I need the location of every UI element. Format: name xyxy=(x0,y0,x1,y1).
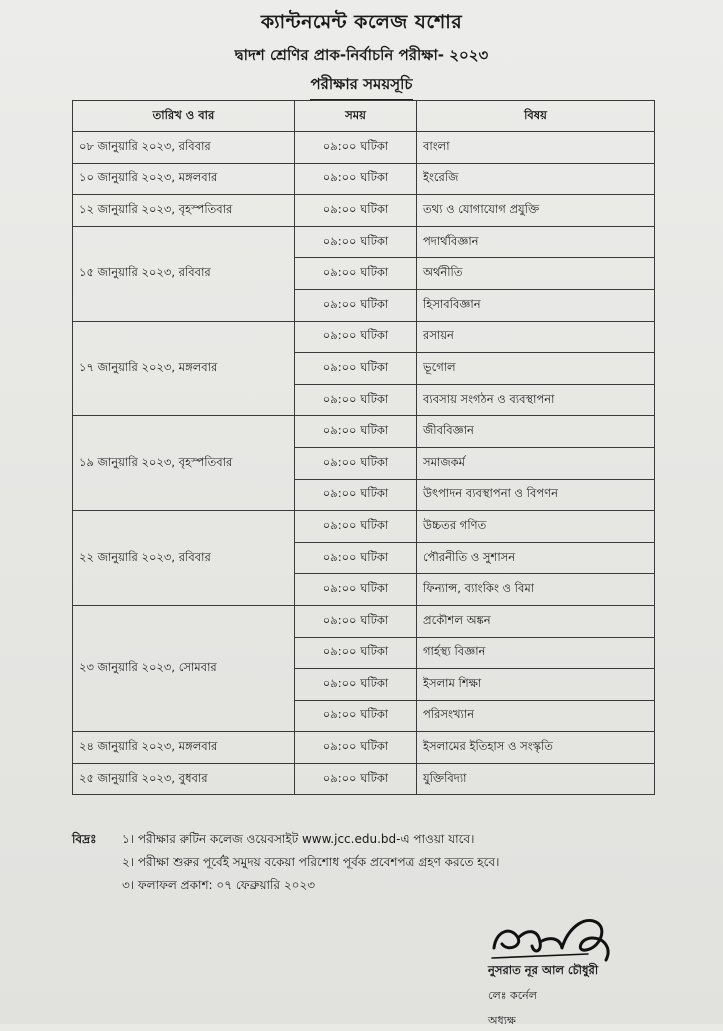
table-row xyxy=(73,511,655,543)
table-row xyxy=(73,163,655,195)
exam-time-cell: ০৯:০০ ঘটিকা xyxy=(295,195,417,227)
exam-time-cell: ০৯:০০ ঘটিকা xyxy=(295,479,417,511)
exam-time-cell: ০৯:০০ ঘটিকা xyxy=(295,511,417,543)
header-date: তারিখ ও বার xyxy=(73,101,295,132)
signature-block xyxy=(488,908,688,1031)
exam-time-cell: ০৯:০০ ঘটিকা xyxy=(295,416,417,448)
exam-subject-cell: জীববিজ্ঞান xyxy=(417,416,655,448)
exam-time-cell: ০৯:০০ ঘটিকা xyxy=(295,700,417,732)
exam-time-cell: ০৯:০০ ঘটিকা xyxy=(295,321,417,353)
table-row xyxy=(73,132,655,164)
exam-date-cell: ১৭ জানুয়ারি ২০২৩, মঙ্গলবার xyxy=(73,321,295,416)
principal-rank: লেঃ কর্নেল xyxy=(488,989,537,1002)
exam-date-cell: ১৫ জানুয়ারি ২০২৩, রবিবার xyxy=(73,226,295,321)
exam-time-cell: ০৯:০০ ঘটিকা xyxy=(295,669,417,701)
note-item: ১। পরীক্ষার রুটিন কলেজ ওয়েবসাইট www.jcc.edu.bd-এ পাওয়া যাবে। xyxy=(122,832,475,846)
table-row xyxy=(73,763,655,795)
exam-date-cell: ২৪ জানুয়ারি ২০২৩, মঙ্গলবার xyxy=(73,732,295,764)
exam-time-cell: ০৯:০০ ঘটিকা xyxy=(295,763,417,795)
exam-date-cell: ২৩ জানুয়ারি ২০২৩, সোমবার xyxy=(73,605,295,731)
schedule-body xyxy=(73,132,655,795)
notes-list xyxy=(72,828,692,897)
table-row xyxy=(73,195,655,227)
principal-designation: অধ্যক্ষ xyxy=(488,1014,516,1027)
table-row xyxy=(73,321,655,353)
notes-section xyxy=(72,828,692,897)
exam-subject-cell: হিসাববিজ্ঞান xyxy=(417,289,655,321)
exam-time-cell: ০৯:০০ ঘটিকা xyxy=(295,605,417,637)
exam-subject-cell: সমাজকর্ম xyxy=(417,447,655,479)
exam-subject-cell: ইংরেজি xyxy=(417,163,655,195)
table-row xyxy=(73,732,655,764)
exam-date-cell: ২২ জানুয়ারি ২০২৩, রবিবার xyxy=(73,511,295,606)
table-row xyxy=(73,605,655,637)
exam-date-cell: ১০ জানুয়ারি ২০২৩, মঙ্গলবার xyxy=(73,163,295,195)
exam-schedule-table xyxy=(72,100,655,795)
exam-subject-cell: প্রকৌশল অঙ্কন xyxy=(417,605,655,637)
exam-time-cell: ০৯:০০ ঘটিকা xyxy=(295,574,417,606)
exam-time-cell: ০৯:০০ ঘটিকা xyxy=(295,447,417,479)
exam-subject-cell: রসায়ন xyxy=(417,321,655,353)
exam-time-cell: ০৯:০০ ঘটিকা xyxy=(295,163,417,195)
exam-subject-cell: ভূগোল xyxy=(417,353,655,385)
table-row xyxy=(73,416,655,448)
handwritten-signature-icon xyxy=(488,908,618,968)
exam-subject-cell: অর্থনীতি xyxy=(417,258,655,290)
exam-time-cell: ০৯:০০ ঘটিকা xyxy=(295,542,417,574)
exam-time-cell: ০৯:০০ ঘটিকা xyxy=(295,353,417,385)
exam-subject-cell: ইসলামের ইতিহাস ও সংস্কৃতি xyxy=(417,732,655,764)
exam-subject-cell: বাংলা xyxy=(417,132,655,164)
exam-subject-cell: গার্হস্থ্য বিজ্ঞান xyxy=(417,637,655,669)
exam-date-cell: ২৫ জানুয়ারি ২০২৩, বুধবার xyxy=(73,763,295,795)
note-item: ৩। ফলাফল প্রকাশ: ০৭ ফেব্রুয়ারি ২০২৩ xyxy=(122,878,316,892)
header-subject: বিষয় xyxy=(417,101,655,132)
exam-subject-cell: পৌরনীতি ও সুশাসন xyxy=(417,542,655,574)
principal-name: নুসরাত নূর আল চৌধুরী xyxy=(488,963,599,977)
table-row xyxy=(73,226,655,258)
exam-subject-cell: ফিন্যান্স, ব্যাংকিং ও বিমা xyxy=(417,574,655,606)
header-time: সময় xyxy=(295,101,417,132)
exam-date-cell: ১২ জানুয়ারি ২০২৩, বৃহস্পতিবার xyxy=(73,195,295,227)
note-item: ২। পরীক্ষা শুরুর পূর্বেই সমুদয় বকেয়া পরিশোধ পূর্বক প্রবেশপত্র গ্রহণ করতে হবে। xyxy=(122,855,500,869)
exam-subject-cell: উৎপাদন ব্যবস্থাপনা ও বিপণন xyxy=(417,479,655,511)
exam-time-cell: ০৯:০০ ঘটিকা xyxy=(295,637,417,669)
exam-time-cell: ০৯:০০ ঘটিকা xyxy=(295,258,417,290)
exam-time-cell: ০৯:০০ ঘটিকা xyxy=(295,732,417,764)
exam-time-cell: ০৯:০০ ঘটিকা xyxy=(295,132,417,164)
exam-date-cell: ০৮ জানুয়ারি ২০২৩, রবিবার xyxy=(73,132,295,164)
exam-subject-cell: ইসলাম শিক্ষা xyxy=(417,669,655,701)
exam-subject-cell: পরিসংখ্যান xyxy=(417,700,655,732)
exam-subject-cell: ব্যবসায় সংগঠন ও ব্যবস্থাপনা xyxy=(417,384,655,416)
exam-time-cell: ০৯:০০ ঘটিকা xyxy=(295,289,417,321)
exam-time-cell: ০৯:০০ ঘটিকা xyxy=(295,384,417,416)
document-header xyxy=(0,8,723,100)
exam-subject-cell: পদার্থবিজ্ঞান xyxy=(417,226,655,258)
schedule-title: পরীক্ষার সময়সূচি xyxy=(310,73,412,100)
exam-subject-cell: উচ্চতর গণিত xyxy=(417,511,655,543)
institution-name: ক্যান্টনমেন্ট কলেজ যশোর xyxy=(260,11,463,33)
exam-title: দ্বাদশ শ্রেণির প্রাক-নির্বাচনি পরীক্ষা- ২০২৩ xyxy=(234,46,489,64)
table-header-row xyxy=(73,101,655,132)
exam-time-cell: ০৯:০০ ঘটিকা xyxy=(295,226,417,258)
exam-date-cell: ১৯ জানুয়ারি ২০২৩, বৃহস্পতিবার xyxy=(73,416,295,511)
exam-subject-cell: তথ্য ও যোগাযোগ প্রযুক্তি xyxy=(417,195,655,227)
notes-label: বিদ্রঃ xyxy=(72,832,97,846)
exam-subject-cell: যুক্তিবিদ্যা xyxy=(417,763,655,795)
